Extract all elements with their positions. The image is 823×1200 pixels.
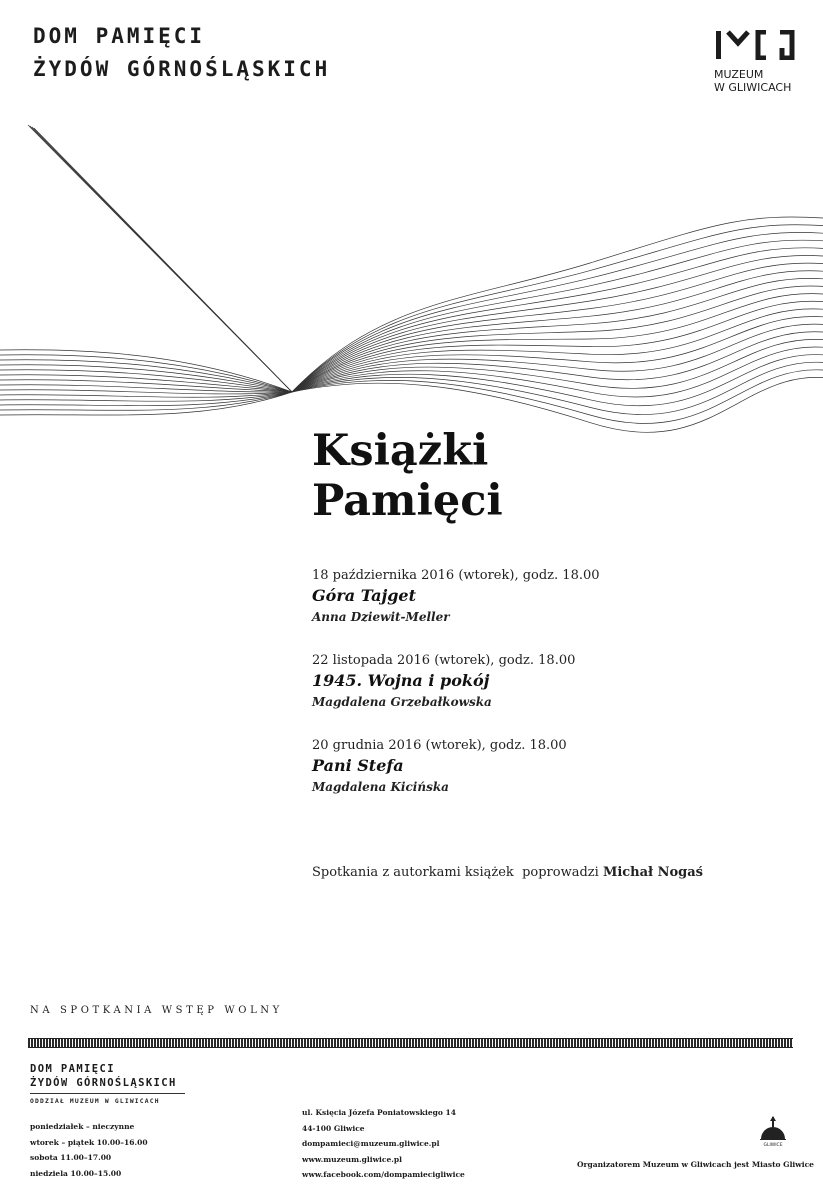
emblem-label: GLIWICE [763, 1143, 783, 1148]
decorative-line [292, 370, 823, 424]
footer-brand [30, 1062, 185, 1105]
event-book-title: Góra Tajget [312, 586, 416, 605]
decorative-line [0, 370, 292, 392]
event-author: Magdalena Grzebałkowska [312, 695, 492, 709]
footer-brand-rule [30, 1093, 185, 1094]
event-book-title: Pani Stefa [312, 756, 404, 775]
address-street: ul. Księcia Józefa Poniatowskiego 14 [302, 1108, 456, 1117]
event-item [312, 652, 575, 711]
hours-line: poniedziałek – nieczynne [30, 1122, 135, 1131]
event-series-title [312, 426, 503, 526]
decorative-line [292, 355, 823, 406]
event-series-title-line1: Książki [312, 426, 489, 476]
email-link[interactable]: dompamieci@muzeum.gliwice.pl [302, 1139, 440, 1148]
organizer-note: Organizatorem Muzeum w Gliwicach jest Miasto Gliwice [577, 1160, 814, 1169]
event-series-title-line2: Pamięci [312, 476, 503, 526]
contact-info [302, 1105, 465, 1183]
event-author: Magdalena Kicińska [312, 780, 449, 794]
decorative-line [0, 355, 292, 392]
decorative-line [292, 248, 823, 392]
decorative-line [0, 392, 292, 397]
moderator-name: Michał Nogaś [602, 865, 703, 880]
event-item [312, 737, 567, 796]
facebook-link[interactable]: www.facebook.com/dompamiecigliwice [302, 1170, 465, 1179]
website-link[interactable]: www.muzeum.gliwice.pl [302, 1154, 402, 1164]
decorative-line [34, 128, 292, 392]
hours-line: sobota 11.00–17.00 [30, 1153, 112, 1162]
opening-hours [30, 1119, 148, 1181]
event-date: 18 października 2016 (wtorek), godz. 18.00 [312, 568, 600, 583]
hours-line: wtorek – piątek 10.00–16.00 [30, 1137, 148, 1147]
decorative-line [292, 294, 823, 392]
decorative-line [292, 225, 823, 392]
header-title-line2: ŻYDÓW GÓRNOŚLĄSKICH [33, 57, 331, 81]
logo-text-line1: MUZEUM [714, 68, 764, 81]
header-title-line1: DOM PAMIĘCI [33, 24, 206, 48]
moderator-note [312, 865, 703, 880]
event-item [312, 567, 600, 626]
city-emblem-icon [757, 1114, 789, 1152]
patterned-divider [28, 1038, 793, 1048]
event-date: 22 listopada 2016 (wtorek), godz. 18.00 [312, 653, 576, 668]
moderator-prefix: Spotkania z autorkami książek poprowadzi [312, 865, 603, 880]
logo-text-line2: W GLIWICACH [714, 81, 792, 94]
decorative-line [292, 240, 823, 392]
footer-brand-line1: DOM PAMIĘCI [30, 1063, 115, 1075]
free-entry-notice: NA SPOTKANIA WSTĘP WOLNY [30, 1005, 283, 1016]
hours-line: niedziela 10.00–15.00 [30, 1168, 122, 1178]
decorative-line [292, 362, 823, 414]
footer-brand-subtitle: ODDZIAŁ MUZEUM W GLIWICACH [30, 1098, 160, 1105]
decorative-line [292, 347, 823, 397]
decorative-line [292, 324, 823, 392]
footer-brand-line2: ŻYDÓW GÓRNOŚLĄSKICH [30, 1077, 177, 1089]
address-city: 44-100 Gliwice [302, 1123, 365, 1133]
event-date: 20 grudnia 2016 (wtorek), godz. 18.00 [312, 738, 567, 753]
event-author: Anna Dziewit-Meller [312, 610, 450, 624]
event-book-title: 1945. Wojna i pokój [312, 671, 490, 690]
